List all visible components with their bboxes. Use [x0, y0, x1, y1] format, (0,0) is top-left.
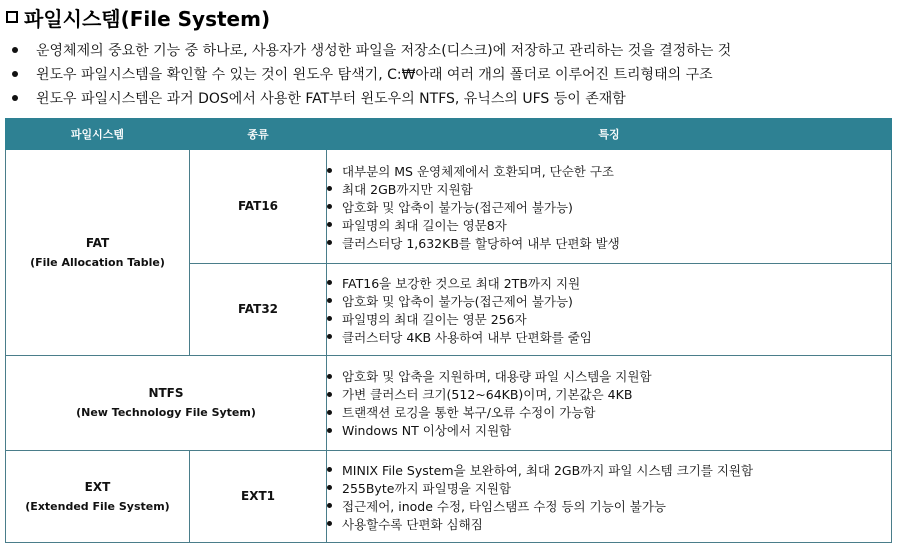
fat-name: FAT [85, 235, 110, 250]
feature-item: 파일명의 최대 길이는 영문 256자 [327, 310, 891, 328]
ext-full-name: (Extended File System) [25, 499, 170, 513]
table-row-ext [6, 451, 892, 543]
feature-item: 암호화 및 압축을 지원하며, 대용량 파일 시스템을 지원함 [327, 367, 891, 385]
feature-item: 트랜잭션 로깅을 통한 복구/오류 수정이 가능함 [327, 403, 891, 421]
bullet-text: 윈도우 파일시스템을 확인할 수 있는 것이 윈도우 탐색기, C:₩아래 여러 개의 폴더로 이루어진 트리형태의 구조 [36, 67, 713, 83]
section-title-text: 파일시스템(File System) [24, 6, 271, 31]
checkbox-square-icon [6, 11, 18, 23]
fat-full-name: (File Allocation Table) [30, 255, 165, 269]
cell-fat16-features [327, 150, 892, 264]
feature-item: FAT16을 보강한 것으로 최대 2TB까지 지원 [327, 274, 891, 292]
cell-ext-features [327, 451, 892, 543]
table-row-fat16 [6, 150, 892, 264]
feature-item: 암호화 및 압축이 불가능(접근제어 불가능) [327, 198, 891, 216]
feature-item: 최대 2GB까지만 지원함 [327, 180, 891, 198]
table-header-row [6, 119, 892, 150]
feature-item: 클러스터당 4KB 사용하여 내부 단편화를 줄임 [327, 328, 891, 346]
bullet-item [12, 86, 892, 110]
feature-item: 암호화 및 압축이 불가능(접근제어 불가능) [327, 292, 891, 310]
cell-fat32-features [327, 264, 892, 356]
cell-fat32-type: FAT32 [190, 264, 327, 356]
filesystem-table [5, 118, 892, 543]
cell-ntfs-features [327, 356, 892, 451]
feature-item: 접근제어, inode 수정, 타임스탬프 수정 등의 기능이 불가능 [327, 497, 891, 515]
feature-item: 클러스터당 1,632KB를 할당하여 내부 단편화 발생 [327, 234, 891, 252]
feature-item: MINIX File System을 보완하여, 최대 2GB까지 파일 시스템 크기를 지원함 [327, 461, 891, 479]
bullet-item [12, 38, 892, 62]
section-title [6, 4, 270, 30]
cell-ext-name [6, 451, 190, 543]
cell-fat16-type: FAT16 [190, 150, 327, 264]
bullet-text: 윈도우 파일시스템은 과거 DOS에서 사용한 FAT부터 윈도우의 NTFS, 유닉스의 UFS 등이 존재함 [36, 91, 626, 107]
header-features: 특징 [327, 119, 892, 150]
feature-item: 255Byte까지 파일명을 지원함 [327, 479, 891, 497]
feature-item: 파일명의 최대 길이는 영문8자 [327, 216, 891, 234]
bullet-text: 운영체제의 중요한 기능 중 하나로, 사용자가 생성한 파일을 저장소(디스크)에 저장하고 관리하는 것을 결정하는 것 [36, 43, 732, 59]
bullet-dot-icon [12, 95, 18, 101]
feature-item: 대부분의 MS 운영체제에서 호환되며, 단순한 구조 [327, 162, 891, 180]
feature-item: Windows NT 이상에서 지원함 [327, 421, 891, 439]
header-filesystem: 파일시스템 [6, 119, 190, 150]
bullet-dot-icon [12, 47, 18, 53]
ntfs-full-name: (New Technology File Sytem) [76, 406, 256, 419]
cell-ext1-type: EXT1 [190, 451, 327, 543]
bullet-list [12, 38, 892, 110]
cell-fat-name [6, 150, 190, 356]
ntfs-name: NTFS [148, 386, 184, 400]
feature-item: 가변 클러스터 크기(512~64KB)이며, 기본값은 4KB [327, 385, 891, 403]
bullet-dot-icon [12, 71, 18, 77]
feature-item: 사용할수록 단편화 심해짐 [327, 515, 891, 533]
table-row-ntfs [6, 356, 892, 451]
bullet-item [12, 62, 892, 86]
header-type: 종류 [190, 119, 327, 150]
cell-ntfs-name [6, 356, 327, 451]
ext-name: EXT [84, 479, 111, 494]
